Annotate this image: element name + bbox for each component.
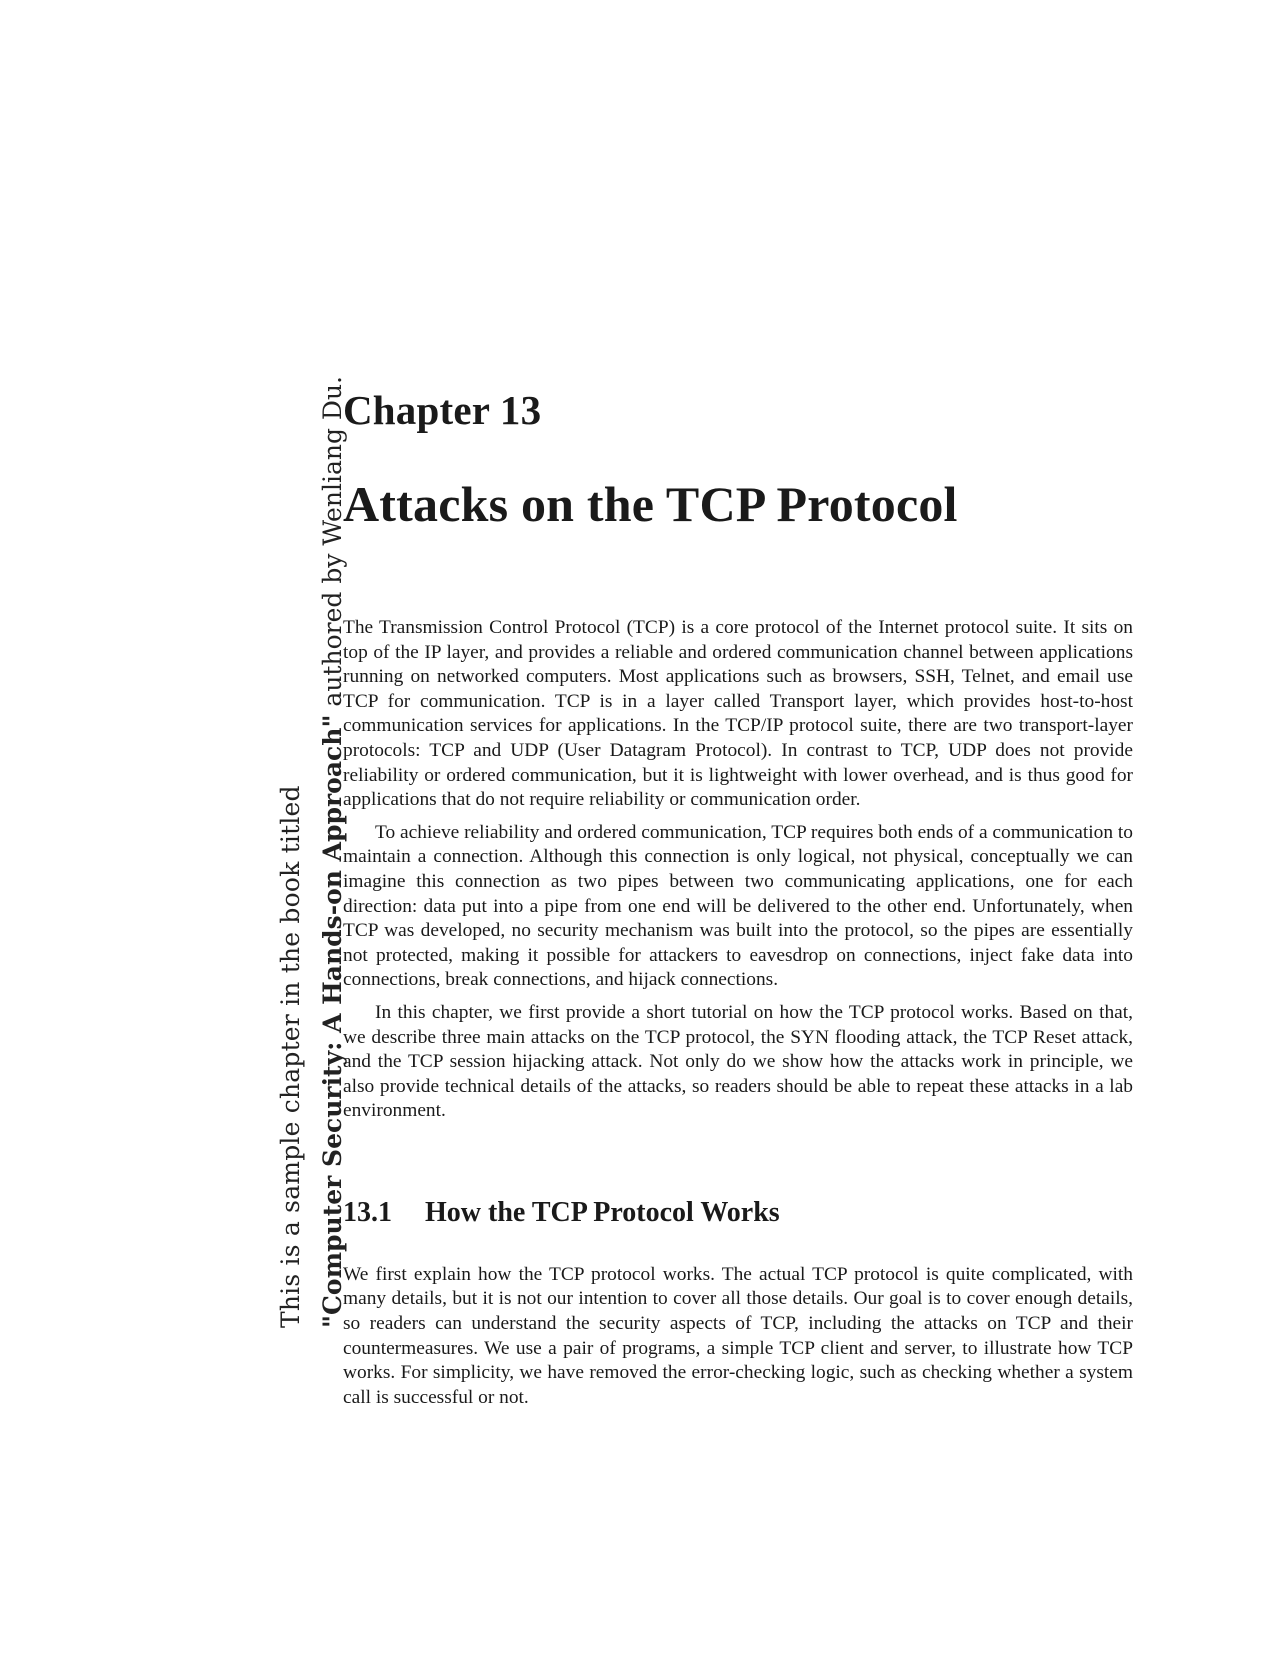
chapter-intro xyxy=(343,616,1133,1124)
section-number: 13.1 xyxy=(343,1196,392,1228)
intro-paragraph-3: In this chapter, we first provide a short tutorial on how the TCP protocol works. Based on that, we describe three main attacks on the TCP protocol, the SYN flooding attack, the TCP Reset attack, and the TCP session hijacking attack. Not only do we show how the attacks work in principle, we also provide technical details of the attacks, so readers should be able to repeat these attacks in a lab environment. xyxy=(343,1001,1133,1122)
author-credit: authored by Wenliang Du. xyxy=(318,376,347,715)
sample-notice-line-1: This is a sample chapter in the book titled xyxy=(276,785,305,1328)
section-heading xyxy=(343,1196,1133,1230)
section-paragraph-1: We first explain how the TCP protocol works. The actual TCP protocol is quite complicated, with many details, but it is not our intention to cover all those details. Our goal is to cover enough details, so readers can understand the security aspects of TCP, including the attacks on TCP and their countermeasures. We use a pair of programs, a simple TCP client and server, to illustrate how TCP works. For simplicity, we have removed the error-checking logic, such as checking whether a system call is successful or not. xyxy=(343,1263,1133,1408)
chapter-page xyxy=(343,386,1133,1410)
section-title: How the TCP Protocol Works xyxy=(425,1196,780,1228)
book-title: "Computer Security: A Hands-on Approach" xyxy=(318,714,347,1328)
intro-paragraph-2: To achieve reliability and ordered communication, TCP requires both ends of a communication to maintain a connection. Although this connection is only logical, not physical, conceptually we can imagine this connection as two pipes between two communicating applications, one for each direction: data put into a pipe from one end will be delivered to the other end. Unfortunately, when TCP was developed, no security mechanism was built into the protocol, so the pipes are essentially not protected, making it possible for attackers to eavesdrop on connections, inject fake data into connections, break connections, and hijack connections. xyxy=(343,821,1133,991)
sample-chapter-notice xyxy=(270,376,354,1328)
chapter-label: Chapter 13 xyxy=(343,387,542,433)
section-body xyxy=(343,1263,1133,1411)
chapter-title: Attacks on the TCP Protocol xyxy=(343,476,958,532)
intro-paragraph-1: The Transmission Control Protocol (TCP) is a core protocol of the Internet protocol suite. It sits on top of the IP layer, and provides a reliable and ordered communication channel between applications running on networked computers. Most applications such as browsers, SSH, Telnet, and email use TCP for communication. TCP is in a layer called Transport layer, which provides host-to-host communication services for applications. In the TCP/IP protocol suite, there are two transport-layer protocols: TCP and UDP (User Datagram Protocol). In contrast to TCP, UDP does not provide reliability or ordered communication, but it is lightweight with lower overhead, and is thus good for applications that do not require reliability or communication order. xyxy=(343,617,1133,811)
